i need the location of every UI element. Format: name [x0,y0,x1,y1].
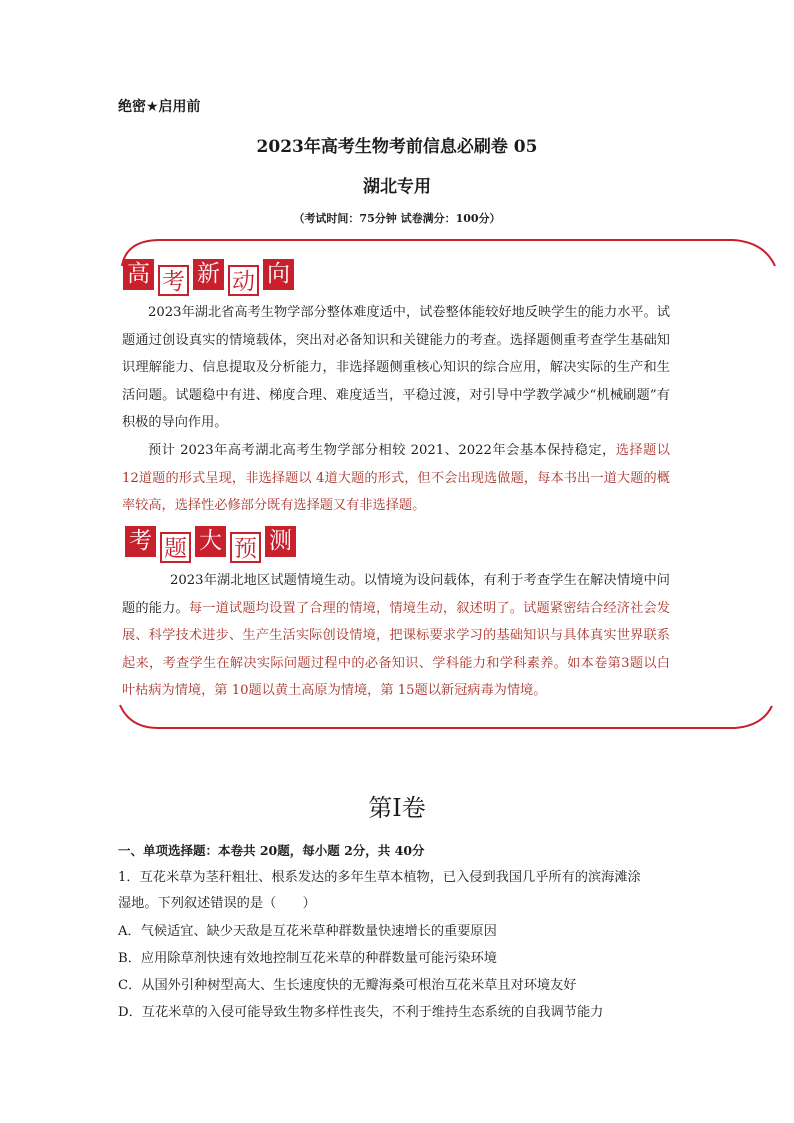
banner-char: 考 [125,526,156,557]
volume-title: 第Ⅰ卷 [368,794,426,822]
trends-paragraph-1: 2023年湖北省高考生物学部分整体难度适中，试卷整体能较好地反映学生的能力水平。试题通过创设真实的情境载体，突出对必备知识和关键能力的考查。选择题侧重考查学生基础知识理解能力、信息提取及分析能力，非选择题侧重核心知识的综合应用，解决实际的生产和生活问题。试题稳中有进、梯度合理、难度适当，平稳过渡，对引导中学教学减少“机械刷题”有积极的导向作用。 [122,305,670,431]
section-header: 一、单项选择题：本卷共 20题，每小题 2分，共 40分 [118,843,425,858]
question-1-stem [118,865,678,917]
banner-prediction [125,526,296,563]
trends-paragraph-2 [122,437,670,520]
confidential-label: 绝密★启用前 [118,99,201,115]
banner-char: 新 [193,259,224,290]
question-stem-line: 1．互花米草为茎秆粗壮、根系发达的多年生草本植物，已入侵到我国几乎所有的滨海滩涂 [118,870,641,885]
banner-char: 高 [123,259,154,290]
trends-paragraph-2-highlight: 选择题以 12道题的形式呈现，非选择题以 4道大题的形式，但不会出现选做题，每本书出一道大题的概率较高，选择性必修部分既有选择题又有非选择题。 [122,443,670,514]
page-subtitle: 湖北专用 [363,177,431,197]
banner-char: 测 [265,526,296,557]
option-b: B．应用除草剂快速有效地控制互花米草的种群数量可能污染环境 [118,951,497,966]
banner-char: 动 [228,265,259,296]
option-c: C．从国外引种树型高大、生长速度快的无瓣海桑可根治互花米草且对环境友好 [118,978,577,993]
option-d: D．互花米草的入侵可能导致生物多样性丧失，不利于维持生态系统的自我调节能力 [118,1005,604,1020]
banner-char: 题 [160,532,191,563]
prediction-paragraph-text: 2023年湖北地区试题情境生动。以情境为设问载体，有利于考查学生在解决情境中问题的能力。 [122,573,670,616]
banner-new-trends [123,259,294,296]
prediction-paragraph-highlight: 每一道试题均设置了合理的情境，情境生动，叙述明了。试题紧密结合经济社会发展、科学技术进步、生产生活实际创设情境，把课标要求学习的基础知识与具体真实世界联系起来，考查学生在解决实际问题过程中的必备知识、学科能力和学科素养。如本卷第3题以白叶枯病为情境，第 10题以黄土高原为情境，第 15题以新冠病毒为情境。 [122,600,671,699]
banner-char: 向 [263,259,294,290]
banner-char: 大 [195,526,226,557]
prediction-paragraph [122,567,670,705]
trends-paragraph-2-text: 预计 2023年高考湖北高考生物学部分相较 2021、2022年会基本保持稳定， [148,443,616,458]
banner-char: 考 [158,265,189,296]
page-title: 2023年高考生物考前信息必刷卷 05 [256,137,538,157]
exam-info: （考试时间：75分钟 试卷满分：100分） [293,212,501,225]
banner-char: 预 [230,532,261,563]
question-stem-line: 湿地。下列叙述错误的是（ ） [118,896,316,911]
option-a: A．气候适宜、缺少天敌是互花米草种群数量快速增长的重要原因 [118,924,497,939]
